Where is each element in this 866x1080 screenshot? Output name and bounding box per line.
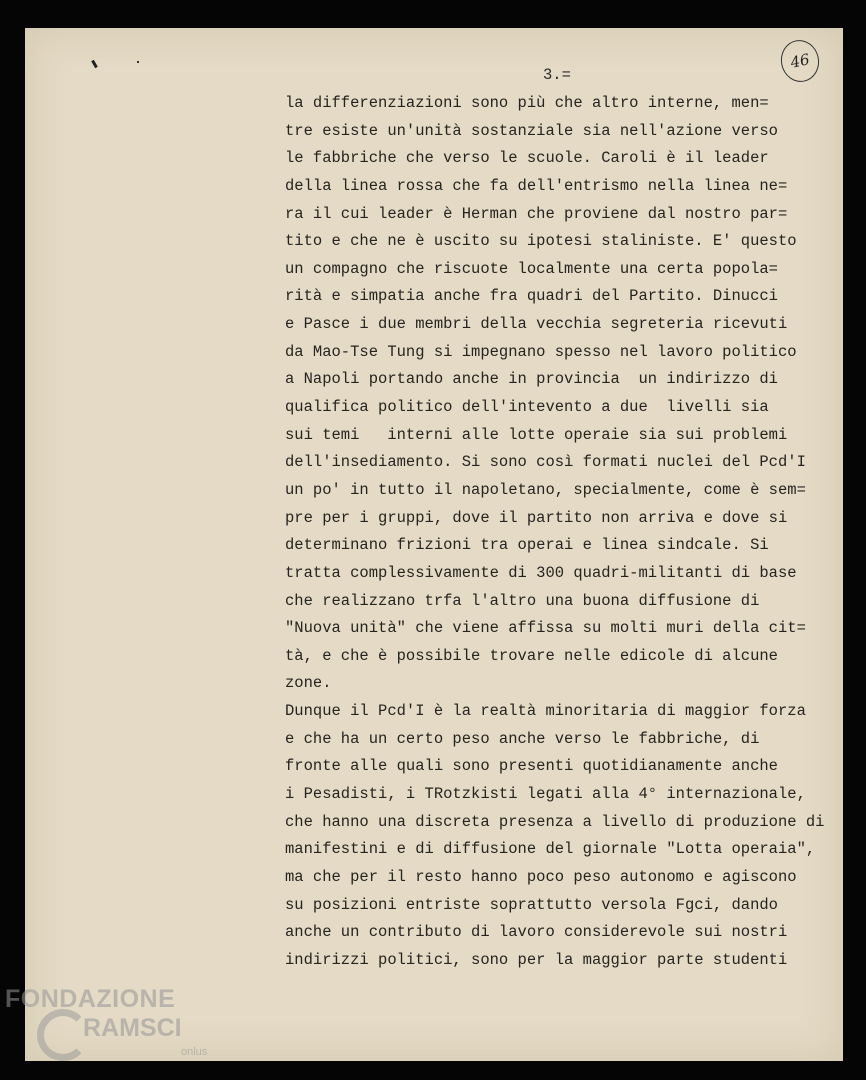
text-line: che hanno una discreta presenza a livello di produzione di (285, 812, 825, 831)
text-line: un po' in tutto il napoletano, specialmente, come è sem= (285, 480, 806, 499)
watermark-g-mark (37, 1009, 89, 1061)
text-line: anche un contributo di lavoro considerevole sui nostri (285, 923, 788, 942)
text-line: fronte alle quali sono presenti quotidianamente anche (285, 757, 778, 776)
text-line: tratta complessivamente di 300 quadri-militanti di base (285, 563, 797, 582)
page-number: 3.= (543, 66, 571, 84)
text-line: e che ha un certo peso anche verso le fabbriche, di (285, 729, 760, 748)
text-line: tito e che ne è uscito su ipotesi staliniste. E' questo (285, 232, 797, 251)
text-line: ma che per il resto hanno poco peso autonomo e agiscono (285, 867, 797, 886)
text-line: da Mao-Tse Tung si impegnano spesso nel lavoro politico (285, 342, 797, 361)
text-line: indirizzi politici, sono per la maggior parte studenti (285, 950, 788, 969)
text-line: ra il cui leader è Herman che proviene dal nostro par= (285, 204, 788, 223)
text-line: tre esiste un'unità sostanziale sia nell'azione verso (285, 121, 778, 140)
document-body (285, 90, 825, 975)
text-line: che realizzano trfa l'altro una buona diffusione di (285, 591, 760, 610)
text-line: della linea rossa che fa dell'entrismo nella linea ne= (285, 176, 788, 195)
text-line: dell'insediamento. Si sono così formati nuclei del Pcd'I (285, 453, 806, 472)
text-line: tà, e che è possibile trovare nelle edicole di alcune (285, 646, 778, 665)
text-line: qualifica politico dell'intevento a due livelli sia (285, 398, 769, 417)
archive-watermark-logo (5, 985, 220, 1077)
text-line: su posizioni entriste soprattutto versola Fgci, dando (285, 895, 778, 914)
text-line: i Pesadisti, i TRotzkisti legati alla 4° internazionale, (285, 785, 806, 804)
text-line: manifestini e di diffusione del giornale "Lotta operaia", (285, 840, 816, 859)
text-line: e Pasce i due membri della vecchia segreteria ricevuti (285, 315, 788, 334)
watermark-line2: RAMSCI (83, 1014, 182, 1042)
text-line: rità e simpatia anche fra quadri del Partito. Dinucci (285, 287, 778, 306)
text-line: "Nuova unità" che viene affissa su molti muri della cit= (285, 619, 806, 638)
text-line: un compagno che riscuote localmente una certa popola= (285, 259, 778, 278)
text-line: determinano frizioni tra operai e linea sindcale. Si (285, 536, 769, 555)
ink-speck (137, 61, 139, 63)
text-line: sui temi interni alle lotte operaie sia sui problemi (285, 425, 788, 444)
watermark-sub: onlus (181, 1046, 208, 1058)
text-line: le fabbriche che verso le scuole. Caroli è il leader (285, 149, 769, 168)
text-line: zone. (285, 674, 332, 693)
watermark-line1: FONDAZIONE (5, 985, 176, 1013)
text-line: a Napoli portando anche in provincia un indirizzo di (285, 370, 778, 389)
folio-number: 46 (788, 50, 812, 72)
text-line: pre per i gruppi, dove il partito non arriva e dove si (285, 508, 788, 527)
text-line: la differenziazioni sono più che altro interne, men= (285, 94, 769, 112)
text-line: Dunque il Pcd'I è la realtà minoritaria di maggior forza (285, 702, 806, 721)
